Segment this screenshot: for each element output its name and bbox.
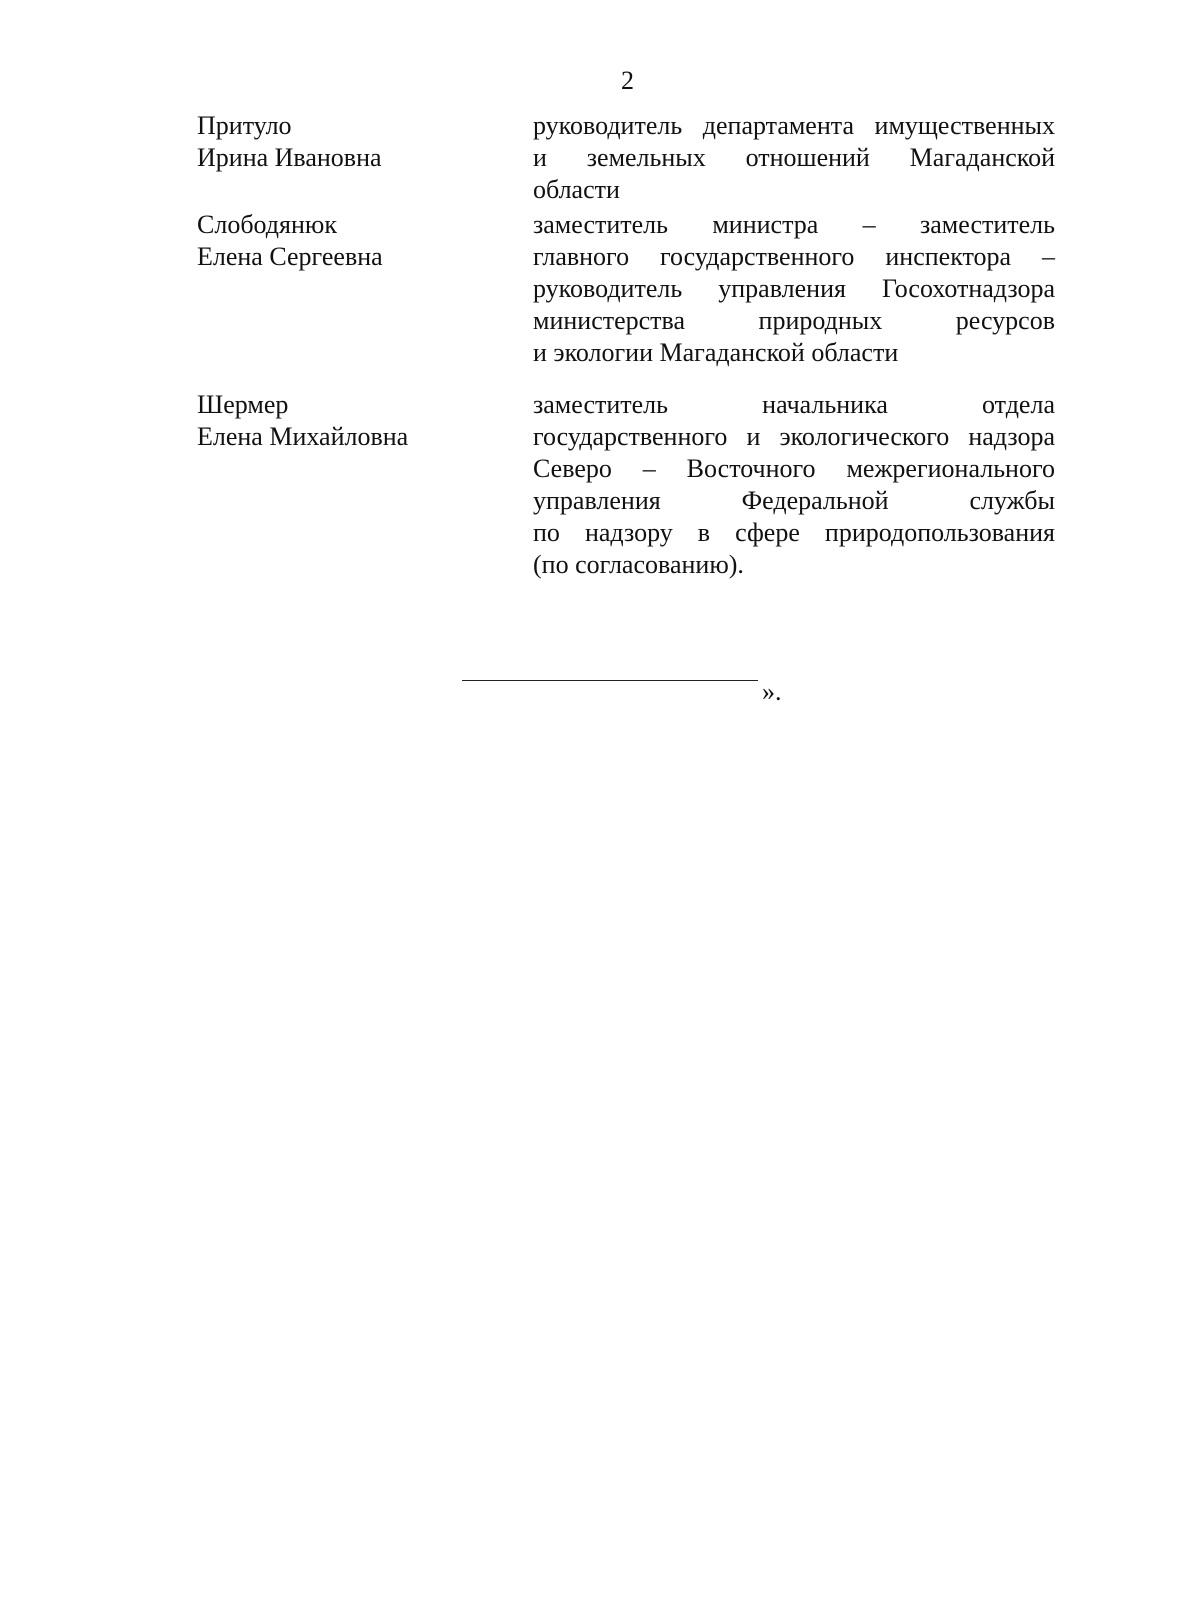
position-line: и экологии Магаданской области — [533, 338, 899, 367]
position-line: государственного и экологического надзора — [533, 422, 1055, 451]
member-name — [197, 110, 497, 174]
member-given-names: Елена Сергеевна — [197, 242, 383, 271]
member-surname: Шермер — [197, 390, 289, 419]
position-line: заместитель начальника отдела — [533, 390, 1055, 419]
position-line: министерства природных ресурсов — [533, 306, 1055, 335]
member-given-names: Ирина Ивановна — [197, 143, 382, 172]
closing-quote-mark: ». — [762, 677, 782, 706]
position-line: и земельных отношений Магаданской — [533, 143, 1055, 172]
position-line: области — [533, 175, 620, 204]
position-line: заместитель министра – заместитель — [533, 210, 1055, 239]
position-line: управления Федеральной службы — [533, 486, 1055, 515]
member-position — [533, 110, 1055, 206]
member-surname: Притуло — [197, 111, 292, 140]
page-number: 2 — [621, 66, 634, 95]
member-position — [533, 209, 1055, 369]
position-line: руководитель управления Госохотнадзора — [533, 274, 1055, 303]
position-line: Северо – Восточного межрегионального — [533, 454, 1055, 483]
member-given-names: Елена Михайловна — [197, 422, 409, 451]
member-name — [197, 389, 497, 453]
member-surname: Слободянюк — [197, 210, 337, 239]
member-position — [533, 389, 1055, 581]
position-line: (по согласованию). — [533, 550, 744, 579]
position-line: руководитель департамента имущественных — [533, 111, 1055, 140]
closing-rule — [462, 680, 758, 681]
member-name — [197, 209, 497, 273]
position-line: по надзору в сфере природопользования — [533, 518, 1055, 547]
position-line: главного государственного инспектора – — [533, 242, 1055, 271]
